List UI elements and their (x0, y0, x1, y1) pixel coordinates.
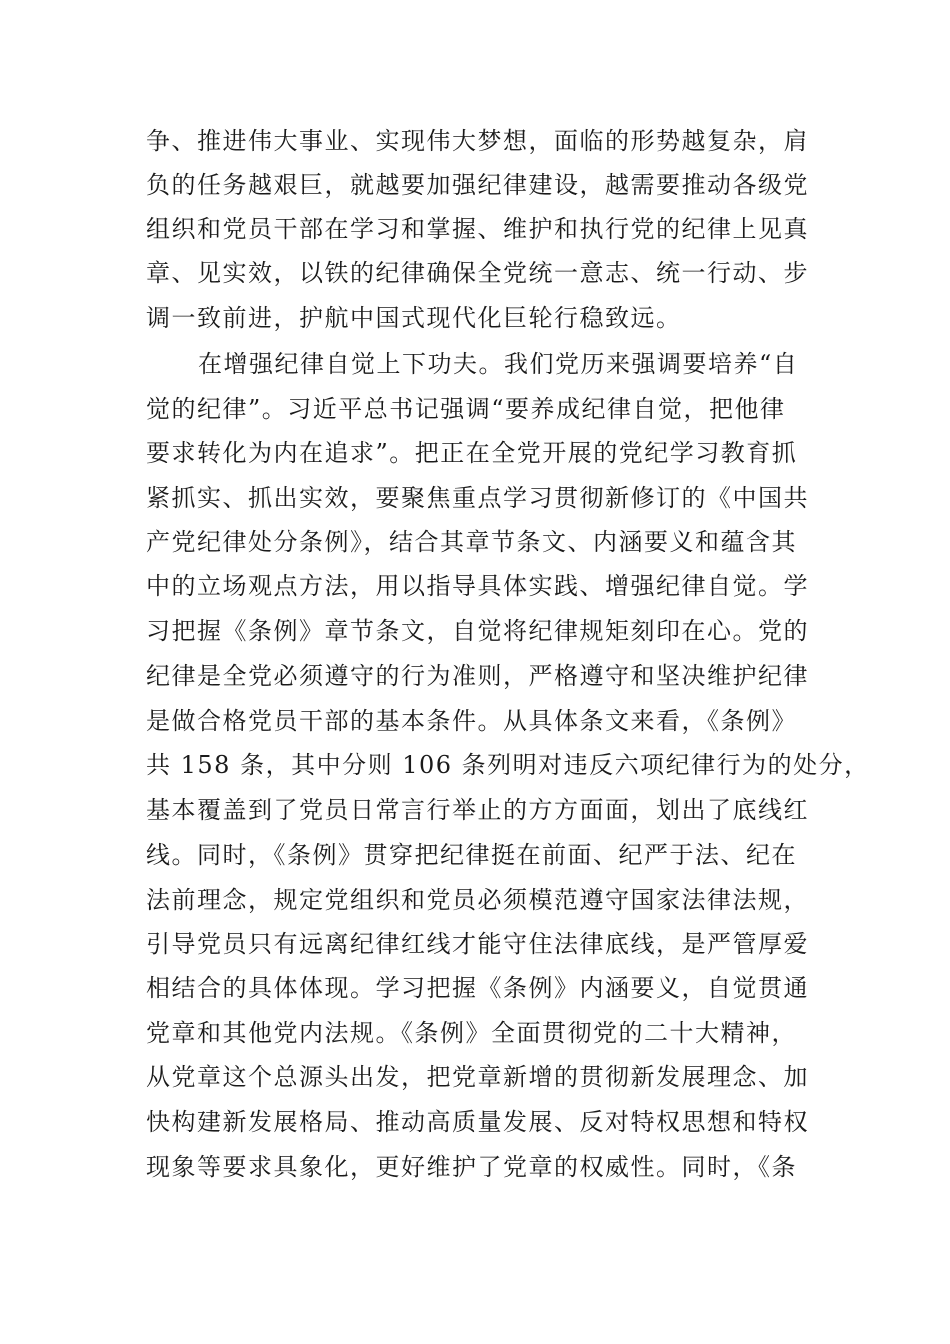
text-line: 觉的纪律”。习近平总书记强调“要养成纪律自觉，把他律 (146, 395, 786, 423)
text-line: 是做合格党员干部的基本条件。从具体条文来看，《条例》 (146, 707, 797, 735)
text-line: 相结合的具体体现。学习把握《条例》内涵要义，自觉贯通 (146, 974, 809, 1002)
text-line: 中的立场观点方法，用以指导具体实践、增强纪律自觉。学 (146, 572, 809, 600)
text-line: 从党章这个总源头出发，把党章新增的贯彻新发展理念、加 (146, 1063, 809, 1091)
text-line: 纪律是全党必须遵守的行为准则，严格遵守和坚决维护纪律 (146, 662, 809, 690)
text-line: 引导党员只有远离纪律红线才能守住法律底线，是严管厚爱 (146, 930, 809, 958)
text-line: 习把握《条例》章节条文，自觉将纪律规矩刻印在心。党的 (146, 617, 809, 645)
text-line: 法前理念，规定党组织和党员必须模范遵守国家法律法规， (146, 886, 809, 914)
text-line: 基本覆盖到了党员日常言行举止的方方面面，划出了底线红 (146, 796, 809, 824)
text-line: 组织和党员干部在学习和掌握、维护和执行党的纪律上见真 (146, 215, 809, 243)
text-line: 线。同时，《条例》贯穿把纪律挺在前面、纪严于法、纪在 (146, 841, 797, 869)
text-line: 要求转化为内在追求”。把正在全党开展的党纪学习教育抓 (146, 439, 798, 467)
text-line: 快构建新发展格局、推动高质量发展、反对特权思想和特权 (146, 1108, 809, 1136)
paragraph-first-line: 在增强纪律自觉上下功夫。我们党历来强调要培养“自 (198, 350, 799, 378)
text-line: 共 158 条，其中分则 106 条列明对违反六项纪律行为的处分， (146, 751, 870, 779)
text-line: 负的任务越艰巨，就越要加强纪律建设，越需要推动各级党 (146, 171, 809, 199)
text-line: 调一致前进，护航中国式现代化巨轮行稳致远。 (146, 304, 682, 332)
text-line: 产党纪律处分条例》，结合其章节条文、内涵要义和蕴含其 (146, 528, 797, 556)
text-line: 争、推进伟大事业、实现伟大梦想，面临的形势越复杂，肩 (146, 127, 809, 155)
text-line: 党章和其他党内法规。《条例》全面贯彻党的二十大精神， (146, 1019, 797, 1047)
text-line: 现象等要求具象化，更好维护了党章的权威性。同时，《条 (146, 1153, 797, 1181)
text-line: 章、见实效，以铁的纪律确保全党统一意志、统一行动、步 (146, 259, 809, 287)
text-line: 紧抓实、抓出实效，要聚焦重点学习贯彻新修订的《中国共 (146, 484, 809, 512)
